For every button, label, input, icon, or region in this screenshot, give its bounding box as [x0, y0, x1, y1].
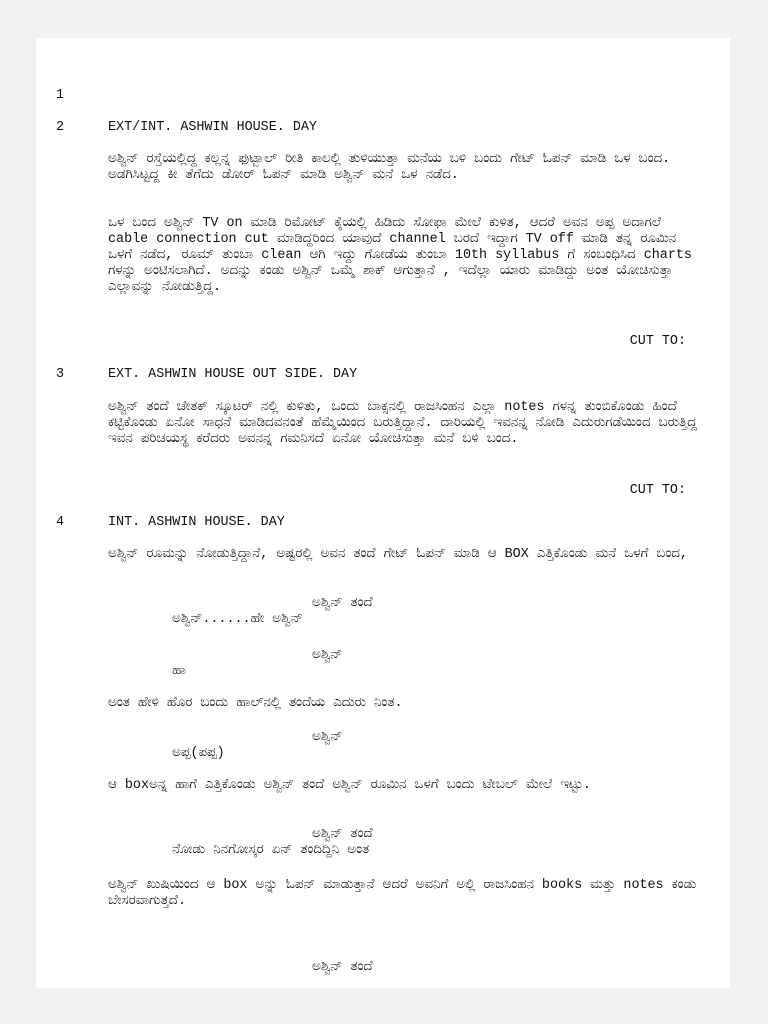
dialogue-line: ನೋಡು ನಿನಗೋಸ್ಕರ ಏನ್ ತಂದಿದ್ದಿನಿ ಅಂತ: [172, 843, 370, 858]
action-paragraph: ಅಶ್ವಿನ್ ರಸ್ತೆಯಲ್ಲಿದ್ದ ಕಲ್ಲನ್ನ ಫುಟ್ಬಾಲ್ ರೀತಿ ಕಾಲಲ್ಲಿ ತುಳಿಯುತ್ತಾ ಮನೆಯ ಬಳಿ ಬಂದು ಗೇಟ್ ಓಪನ್ ಮಾಡಿ ಒಳ ಬಂದ. ಅಡಗಿಸಿಟ್ಟದ್ದ ಕೀ ತೆಗೆದು ಡೋರ್ ಓಪನ್ ಮಾಡಿ ಅಶ್ವಿನ್ ಮನೆ ಒಳ ನಡೆದ.: [108, 152, 671, 183]
character-name: ಅಶ್ವಿನ್: [312, 648, 343, 663]
scene-heading: EXT/INT. ASHWIN HOUSE. DAY: [108, 120, 317, 135]
scene-number: 2: [56, 120, 65, 135]
scene-number: 4: [56, 515, 65, 530]
action-paragraph: ಒಳ ಬಂದ ಅಶ್ವಿನ್ TV on ಮಾಡಿ ರಿಮೋಟ್ ಕೈಯಲ್ಲಿ ಹಿಡಿದು ಸೋಫಾ ಮೇಲೆ ಕುಳಿತ, ಆದರೆ ಅವನ ಅಪ್ಪ ಅದಾಗಲೆ cable connection cut ಮಾಡಿದ್ದರಿಂದ ಯಾವುದೆ channel ಬರದೆ ಇದ್ದಾಗ TV off ಮಾಡಿ ತನ್ನ ರೂಮಿನ ಒಳಗೆ ನಡೆದ, ರೂಮ್ ತುಂಬಾ clean ಆಗಿ ಇದ್ದು ಗೋಡೆಯ ತುಂಬಾ 10th syllabus ಗೆ ಸಂಬಂಧಿಸಿದ charts ಗಳನ್ನು ಅಂಟಿಸಲಾಗಿದೆ. ಅದನ್ನು ಕಂಡು ಅಶ್ವಿನ್ ಒಮ್ಮೆ ಶಾಕ್ ಆಗುತ್ತಾನೆ , ಇದೆಲ್ಲಾ ಯಾರು ಮಾಡಿದ್ದು ಅಂತ ಯೋಚಿಸುತ್ತಾ ಎಲ್ಲಾವನ್ನು ನೋಡುತ್ತಿದ್ದ.: [108, 216, 692, 295]
character-name: ಅಶ್ವಿನ್ ತಂದೆ: [312, 960, 373, 975]
character-name: ಅಶ್ವಿನ್: [312, 730, 343, 745]
dialogue-line: ಅಪ್ಪ(ಪಪ್ಪ): [172, 746, 225, 761]
dialogue-line: ಹಾ: [172, 664, 187, 679]
dialogue-line: ಅಶ್ವಿನ್......ಹೇ ಅಶ್ವಿನ್: [172, 612, 303, 627]
screenplay-page: [36, 38, 730, 988]
scene-heading: INT. ASHWIN HOUSE. DAY: [108, 515, 285, 530]
scene-heading: EXT. ASHWIN HOUSE OUT SIDE. DAY: [108, 367, 358, 382]
action-paragraph: ಅಂತ ಹೇಳಿ ಹೊರ ಬಂದು ಹಾಲ್‌ನಲ್ಲಿ ತಂದೆಯ ಎದುರು ನಿಂತ.: [108, 696, 403, 711]
transition-cut-to: CUT TO:: [629, 334, 686, 349]
character-name: ಅಶ್ವಿನ್ ತಂದೆ: [312, 596, 373, 611]
action-paragraph: ಆ boxಅನ್ನ ಹಾಗೆ ಎತ್ತಿಕೊಂಡು ಅಶ್ವಿನ್ ತಂದೆ ಅಶ್ವಿನ್ ರೂಮಿನ ಒಳಗೆ ಬಂದು ಟೇಬಲ್ ಮೇಲೆ ಇಟ್ಟು.: [108, 778, 591, 793]
action-paragraph: ಅಶ್ವಿನ್ ರೂಮನ್ನು ನೋಡುತ್ತಿದ್ದಾನೆ, ಅಷ್ಟರಲ್ಲಿ ಅವನ ತಂದೆ ಗೇಟ್ ಓಪನ್ ಮಾಡಿ ಆ BOX ಎತ್ತಿಕೊಂಡು ಮನೆ ಒಳಗೆ ಬಂದ,: [108, 547, 688, 562]
action-paragraph: ಅಶ್ವಿನ್ ತಂದೆ ಚೇತಕ್ ಸ್ಕೂಟರ್ ನಲ್ಲಿ ಕುಳಿತು, ಒಂದು ಬಾಕ್ಸನಲ್ಲಿ ರಾಜಸಿಂಹನ ಎಲ್ಲಾ notes ಗಳನ್ನ ತುಂಬಿಕೊಂಡು ಹಿಂದೆ ಕಟ್ಟಿಕೊಂಡು ಏನೋ ಸಾಧನೆ ಮಾಡಿದವನಂತೆ ಹೆಮ್ಮೆಯಿಂದ ಬರುತ್ತಿದ್ದಾನೆ. ದಾರಿಯಲ್ಲಿ ಇವನನ್ನ ನೋಡಿ ಎದುರುಗಡೆಯಿಂದ ಬರುತ್ತಿದ್ದ ಇವನ ಪರಿಚಯಸ್ಥ ಕರೆದರು ಅವನನ್ನ ಗಮನಿಸದೆ ಏನೋ ಯೋಚಿಸುತ್ತಾ ಮನೆ ಬಳಿ ಬಂದ.: [108, 400, 698, 447]
transition-cut-to: CUT TO:: [629, 483, 686, 498]
action-paragraph: ಅಶ್ವಿನ್ ಖುಷಿಯಿಂದ ಆ box ಅನ್ನು ಓಪನ್ ಮಾಡುತ್ತಾನೆ ಆದರೆ ಅವನಿಗೆ ಅಲ್ಲಿ ರಾಜಸಿಂಹನ books ಮತ್ತು notes ಕಂಡು ಬೇಸರವಾಗುತ್ತದೆ.: [108, 878, 697, 909]
scene-number: 1: [56, 88, 65, 103]
character-name: ಅಶ್ವಿನ್ ತಂದೆ: [312, 827, 373, 842]
scene-number: 3: [56, 367, 65, 382]
